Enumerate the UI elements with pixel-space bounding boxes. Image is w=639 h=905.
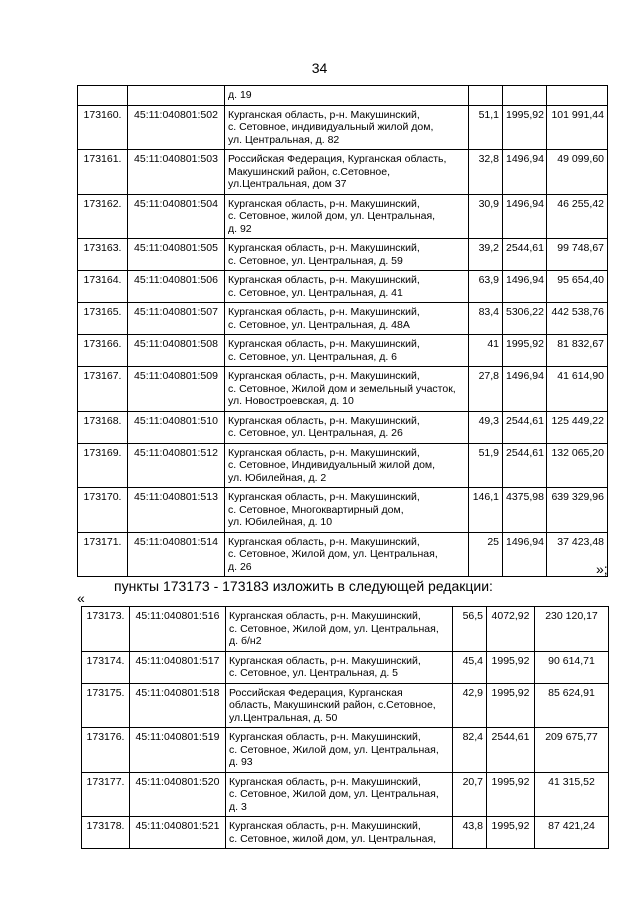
address-line: Макушинский район, с.Сетовное, xyxy=(228,165,391,178)
area-cell: 51,1 xyxy=(469,105,503,150)
address-line: ул. Новостроевская, д. 10 xyxy=(228,395,354,407)
row-number-cell: 173178. xyxy=(82,817,130,849)
table-row xyxy=(78,239,608,271)
unit-price-cell: 1995,92 xyxy=(487,651,535,683)
address-cell xyxy=(225,239,469,271)
unit-price-cell: 4375,98 xyxy=(503,488,547,533)
cadastral-value-cell: 99 748,67 xyxy=(547,239,608,271)
unit-price-cell: 1995,92 xyxy=(487,683,535,728)
address-line: с. Сетовное, Жилой дом, ул. Центральная, xyxy=(228,548,438,560)
cadastral-number-cell: 45:11:040801:505 xyxy=(128,239,225,271)
address-line: д. 26 xyxy=(228,560,252,573)
unit-price-cell: 2544,61 xyxy=(487,728,535,773)
address-cell xyxy=(225,335,469,367)
address-line: с. Сетовное, Жилой дом, ул. Центральная, xyxy=(229,743,439,756)
address-line: ул.Центральная, дом 37 xyxy=(228,178,347,190)
unit-price-cell: 1496,94 xyxy=(503,271,547,303)
cadastral-number-cell: 45:11:040801:519 xyxy=(130,728,226,773)
unit-price-cell: 1496,94 xyxy=(503,367,547,412)
address-line: д. б/н2 xyxy=(229,635,262,647)
area-cell: 45,4 xyxy=(453,651,487,683)
address-line: с. Сетовное, ул. Центральная, д. 48А xyxy=(228,318,410,331)
address-line: с. Сетовное, Жилой дом, ул. Центральная, xyxy=(229,788,439,800)
cadastral-number-cell: 45:11:040801:503 xyxy=(128,150,225,195)
cadastral-number-cell: 45:11:040801:521 xyxy=(130,817,226,849)
table-row xyxy=(78,443,608,488)
address-cell: д. 19 xyxy=(225,86,469,106)
cadastral-number-cell: 45:11:040801:502 xyxy=(128,105,225,150)
address-line: Курганская область, р-н. Макушинский, xyxy=(228,414,420,427)
address-line: Курганская область, р-н. Макушинский, xyxy=(229,731,421,743)
cadastral-number-cell: 45:11:040801:517 xyxy=(130,651,226,683)
cadastral-number-cell: 45:11:040801:514 xyxy=(128,532,225,577)
closing-quote: »; xyxy=(596,561,608,577)
address-cell xyxy=(225,532,469,577)
table-row xyxy=(82,607,609,652)
row-number-cell: 173176. xyxy=(82,728,130,773)
cadastral-value-cell: 41 315,52 xyxy=(535,772,609,817)
table-row xyxy=(78,105,608,150)
address-cell xyxy=(225,150,469,195)
cadastral-value-cell: 41 614,90 xyxy=(547,367,608,412)
cadastral-value-cell: 125 449,22 xyxy=(547,411,608,443)
area-cell: 63,9 xyxy=(469,271,503,303)
address-line: с. Сетовное, ул. Центральная, д. 59 xyxy=(228,254,403,267)
address-line: с. Сетовное, ул. Центральная, д. 5 xyxy=(229,667,399,679)
unit-price-cell: 2544,61 xyxy=(503,443,547,488)
unit-price-cell: 1496,94 xyxy=(503,150,547,195)
area-cell: 25 xyxy=(469,532,503,577)
address-line: с. Сетовное, Жилой дом и земельный участок, xyxy=(228,382,456,395)
row-number-cell: 173169. xyxy=(78,443,128,488)
row-number-cell: 173165. xyxy=(78,303,128,335)
cadastral-value-cell: 95 654,40 xyxy=(547,271,608,303)
row-number-cell: 173163. xyxy=(78,239,128,271)
area-cell: 42,9 xyxy=(453,683,487,728)
address-line: д. 93 xyxy=(229,756,253,768)
row-number-cell: 173160. xyxy=(78,105,128,150)
address-line: Курганская область, р-н. Макушинский, xyxy=(228,338,420,350)
address-cell xyxy=(226,607,453,652)
address-cell xyxy=(225,271,469,303)
row-number-cell: 173173. xyxy=(82,607,130,652)
area-cell: 32,8 xyxy=(469,150,503,195)
amendment-paragraph: пункты 173173 - 173183 изложить в следующей редакции: xyxy=(114,578,493,594)
cadastral-value-cell: 209 675,77 xyxy=(535,728,609,773)
row-number-cell: 173175. xyxy=(82,683,130,728)
address-line: Курганская область, р-н. Макушинский, xyxy=(228,274,420,286)
area-cell: 41 xyxy=(469,335,503,367)
table-row xyxy=(78,335,608,367)
address-line: Курганская область, р-н. Макушинский, xyxy=(228,108,420,121)
area-cell: 43,8 xyxy=(453,817,487,849)
unit-price-cell: 1496,94 xyxy=(503,194,547,239)
address-line: с. Сетовное, индивидуальный жилой дом, xyxy=(228,121,434,133)
cadastral-value-cell: 442 538,76 xyxy=(547,303,608,335)
cadastral-number-cell: 45:11:040801:508 xyxy=(128,335,225,367)
address-line: Курганская область, р-н. Макушинский, xyxy=(228,242,420,254)
address-line: с. Сетовное, ул. Центральная, д. 26 xyxy=(228,427,403,439)
row-number-cell: 173166. xyxy=(78,335,128,367)
page-number: 34 xyxy=(311,60,328,76)
row-number-cell: 173168. xyxy=(78,411,128,443)
row-number-cell: 173171. xyxy=(78,532,128,577)
cadastral-number-cell: 45:11:040801:509 xyxy=(128,367,225,412)
table-row xyxy=(82,728,609,773)
opening-quote: « xyxy=(77,590,85,606)
address-line: с. Сетовное, ул. Центральная, д. 41 xyxy=(228,286,403,299)
cadastral-value-cell: 90 614,71 xyxy=(535,651,609,683)
table-row xyxy=(78,411,608,443)
address-line: с. Сетовное, ул. Центральная, д. 6 xyxy=(228,350,398,363)
area-cell: 20,7 xyxy=(453,772,487,817)
address-line: Курганская область, р-н. Макушинский, xyxy=(229,610,421,622)
area-cell: 83,4 xyxy=(469,303,503,335)
address-line: Курганская область, р-н. Макушинский, xyxy=(229,654,421,667)
address-cell xyxy=(226,772,453,817)
cadastral-number-cell: 45:11:040801:510 xyxy=(128,411,225,443)
cadastral-value-cell: 46 255,42 xyxy=(547,194,608,239)
address-cell xyxy=(225,105,469,150)
area-cell: 146,1 xyxy=(469,488,503,533)
property-table-2 xyxy=(81,606,609,849)
row-number-cell: 173167. xyxy=(78,367,128,412)
area-cell: 56,5 xyxy=(453,607,487,652)
address-line: ул. Юбилейная, д. 10 xyxy=(228,516,333,528)
address-line: Курганская область, р-н. Макушинский, xyxy=(228,306,420,318)
address-line: с. Сетовное, Индивидуальный жилой дом, xyxy=(228,459,436,471)
address-cell xyxy=(225,367,469,412)
unit-price-cell: 1995,92 xyxy=(503,105,547,150)
address-line: Курганская область, р-н. Макушинский, xyxy=(228,535,420,548)
address-line: Курганская область, р-н. Макушинский, xyxy=(229,820,421,832)
cadastral-number-cell: 45:11:040801:518 xyxy=(130,683,226,728)
area-cell: 51,9 xyxy=(469,443,503,488)
address-line: Курганская область, р-н. Макушинский, xyxy=(228,491,420,503)
row-number-cell: 173161. xyxy=(78,150,128,195)
table-row xyxy=(78,532,608,577)
address-line: с. Сетовное, Многоквартирный дом, xyxy=(228,503,404,516)
address-line: Курганская область, р-н. Макушинский, xyxy=(228,197,420,210)
address-cell xyxy=(226,817,453,849)
cadastral-value-cell: 85 624,91 xyxy=(535,683,609,728)
cadastral-value-cell: 639 329,96 xyxy=(547,488,608,533)
address-line: Российская Федерация, Курганская область, xyxy=(228,153,447,165)
cadastral-value-cell: 101 991,44 xyxy=(547,105,608,150)
area-cell: 82,4 xyxy=(453,728,487,773)
address-line: с. Сетовное, жилой дом, ул. Центральная, xyxy=(228,210,436,222)
address-line: Курганская область, р-н. Макушинский, xyxy=(228,446,420,459)
address-line: ул. Центральная, д. 82 xyxy=(228,133,340,146)
address-line: с. Сетовное, жилой дом, ул. Центральная, xyxy=(229,832,437,845)
cadastral-number-cell: 45:11:040801:506 xyxy=(128,271,225,303)
cadastral-value-cell: 37 423,48 xyxy=(547,532,608,577)
table-row xyxy=(82,817,609,849)
unit-price-cell: 4072,92 xyxy=(487,607,535,652)
cadastral-value-cell: 87 421,24 xyxy=(535,817,609,849)
address-cell xyxy=(225,443,469,488)
address-line: Курганская область, р-н. Макушинский, xyxy=(229,775,421,788)
address-cell xyxy=(225,488,469,533)
table-row xyxy=(82,651,609,683)
row-number-cell: 173174. xyxy=(82,651,130,683)
row-number-cell: 173177. xyxy=(82,772,130,817)
table-row xyxy=(82,683,609,728)
area-cell: 27,8 xyxy=(469,367,503,412)
address-line: ул. Юбилейная, д. 2 xyxy=(228,471,327,484)
cadastral-number-cell: 45:11:040801:512 xyxy=(128,443,225,488)
area-cell: 49,3 xyxy=(469,411,503,443)
address-line: д. 92 xyxy=(228,222,252,235)
unit-price-cell: 2544,61 xyxy=(503,239,547,271)
row-number-cell: 173164. xyxy=(78,271,128,303)
unit-price-cell: 1995,92 xyxy=(487,772,535,817)
cadastral-value-cell: 49 099,60 xyxy=(547,150,608,195)
cadastral-number-cell: 45:11:040801:504 xyxy=(128,194,225,239)
unit-price-cell: 1995,92 xyxy=(503,335,547,367)
address-line: с. Сетовное, Жилой дом, ул. Центральная, xyxy=(229,622,439,635)
table-row xyxy=(82,772,609,817)
table-row xyxy=(78,150,608,195)
address-cell xyxy=(225,411,469,443)
table-row xyxy=(78,367,608,412)
table-row xyxy=(78,194,608,239)
unit-price-cell: 2544,61 xyxy=(503,411,547,443)
area-cell: 39,2 xyxy=(469,239,503,271)
cadastral-number-cell: 45:11:040801:507 xyxy=(128,303,225,335)
property-table-1 xyxy=(77,85,608,577)
address-cell xyxy=(225,194,469,239)
address-cell xyxy=(225,303,469,335)
cadastral-number-cell: 45:11:040801:516 xyxy=(130,607,226,652)
address-line: область, Макушинский район, с.Сетовное, xyxy=(229,699,436,711)
unit-price-cell: 1496,94 xyxy=(503,532,547,577)
address-line: Российская Федерация, Курганская xyxy=(229,686,403,699)
address-line: ул.Центральная, д. 50 xyxy=(229,711,338,724)
cadastral-value-cell: 132 065,20 xyxy=(547,443,608,488)
row-number-cell: 173162. xyxy=(78,194,128,239)
table-row-continuation xyxy=(78,86,608,106)
row-number-cell: 173170. xyxy=(78,488,128,533)
address-line: Курганская область, р-н. Макушинский, xyxy=(228,370,420,382)
table-row xyxy=(78,303,608,335)
address-cell xyxy=(226,728,453,773)
area-cell: 30,9 xyxy=(469,194,503,239)
address-cell xyxy=(226,651,453,683)
cadastral-value-cell: 81 832,67 xyxy=(547,335,608,367)
address-line: д. 3 xyxy=(229,800,247,813)
cadastral-number-cell: 45:11:040801:513 xyxy=(128,488,225,533)
cadastral-number-cell: 45:11:040801:520 xyxy=(130,772,226,817)
table-row xyxy=(78,488,608,533)
table-row xyxy=(78,271,608,303)
cadastral-value-cell: 230 120,17 xyxy=(535,607,609,652)
unit-price-cell: 1995,92 xyxy=(487,817,535,849)
unit-price-cell: 5306,22 xyxy=(503,303,547,335)
address-cell xyxy=(226,683,453,728)
